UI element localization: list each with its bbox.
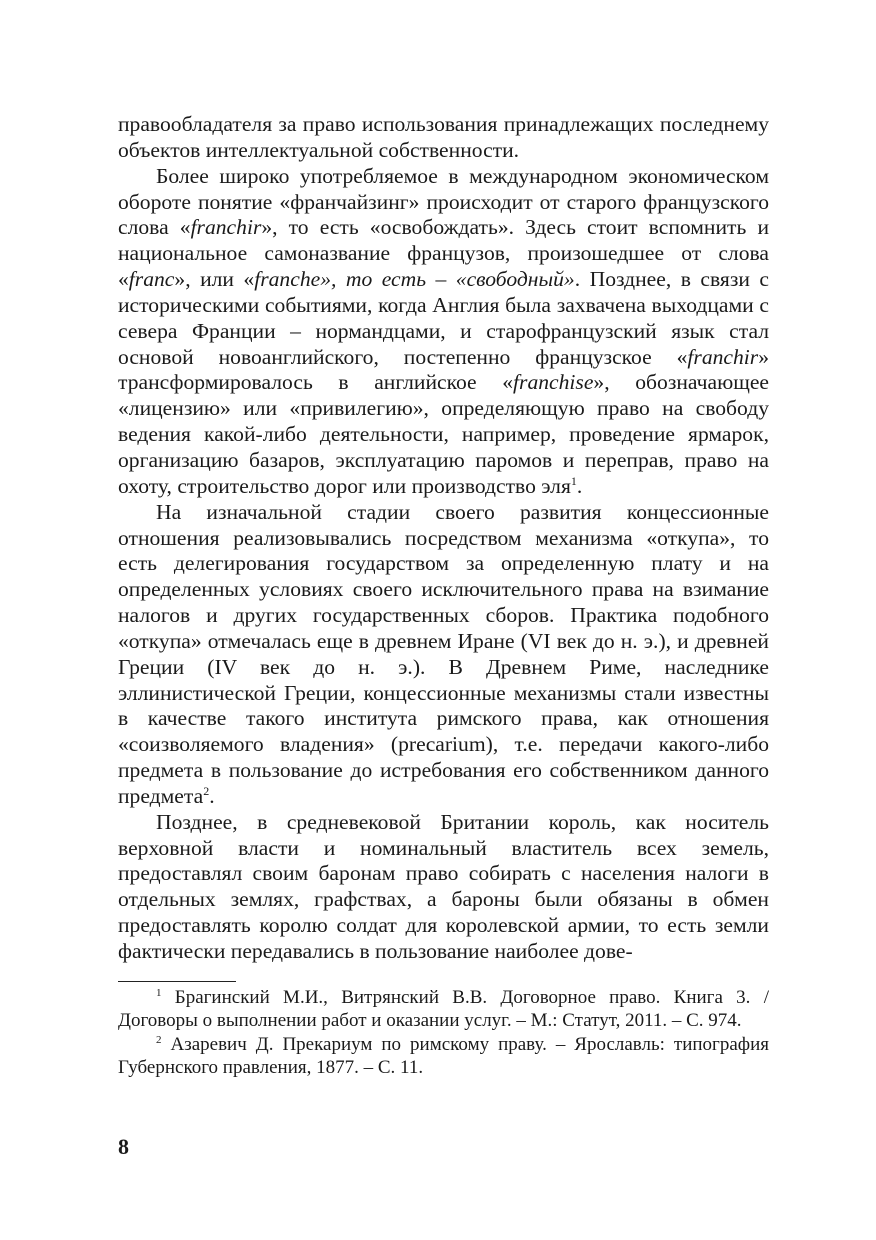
- footnote-number: 1: [156, 986, 162, 999]
- page-number: 8: [118, 1134, 129, 1159]
- p2-term-franche: franche», то есть – «свободный»: [254, 267, 575, 292]
- p2-term-franc: franc: [128, 267, 175, 292]
- p2-text-5: » трансформировалось в английское «: [118, 344, 769, 395]
- footnote-ref-1[interactable]: 1: [570, 473, 577, 488]
- paragraph-4: Позднее, в средневековой Британии король, как носитель верховной власти и номинальный властитель всех земель, предоставлял своим баронам право собирать с населения налоги в отдельных землях, графствах, а бароны были обязаны в обмен предоставлять королю солдат для королевской армии, то есть земли фактически передавались в пользование наиболее дове-: [118, 809, 769, 963]
- footnote-divider: [118, 981, 236, 982]
- p2-text-1: Более широко употребляемое в международном экономическом обороте понятие «франчайзинг» происходит от старого французского слова «: [118, 163, 769, 240]
- p2-text-2: », то есть «освобождать». Здесь стоит вспомнить и национальное самоназвание французов, произошедшее от слова «: [118, 215, 769, 292]
- footnote-ref-2[interactable]: 2: [203, 783, 210, 798]
- p3-text: На изначальной стадии своего развития концессионные отношения реализовывались посредством механизма «откупа», то есть делегирования государством за определенную плату и на определенных условиях своего исключительного права на взимание налогов и других государственных сборов. Практика подобного «откупа» отмечалась еще в древнем Иране (VI век до н. э.), и древней Греции (IV век до н. э.). В Древнем Риме, наследнике эллинистической Греции, концессионные механизмы стали известны в качестве такого института римского права, как отношения «соизволяемого владения» (precarium), т.е. передачи какого-либо предмета в пользование до истребования его собственником данного предмета: [118, 499, 769, 808]
- footnote-2: [118, 1033, 769, 1080]
- paragraph-3: [118, 500, 769, 810]
- page-content: [118, 112, 769, 1079]
- footnote-text: Брагинский М.И., Витрянский В.В. Договорное право. Книга 3. / Договоры о выполнении работ и оказании услуг. – М.: Статут, 2011. – С. 974.: [118, 986, 769, 1032]
- paragraph-1: правообладателя за право использования принадлежащих последнему объектов интеллектуальной собственности.: [118, 112, 769, 162]
- footnote-1: [118, 986, 769, 1033]
- footnotes: [118, 986, 769, 1080]
- p3-end: .: [209, 783, 215, 808]
- p2-term-franchir: franchir: [190, 215, 262, 240]
- p2-term-franchir-2: franchir: [687, 344, 759, 369]
- p2-term-franchise: franchise: [513, 370, 594, 395]
- body-text: [118, 112, 769, 965]
- p2-text-6: », обозначающее «лицензию» или «привилегию», определяющую право на свободу ведения какой-либо деятельности, например, проведение ярмарок, организацию базаров, эксплуатацию паромов и переправ, право на охоту, строительство дорог или производство эля: [118, 370, 769, 498]
- footnote-text: Азаревич Д. Прекариум по римскому праву. – Ярославль: типография Губернского правления, 1877. – С. 11.: [118, 1033, 770, 1079]
- p2-text-4: . Позднее, в связи с историческими событиями, когда Англия была захвачена выходцами с севера Франции – нормандцами, и старофранцузский язык стал основой новоанглийского, постепенно французское «: [118, 267, 769, 369]
- paragraph-2: [118, 164, 769, 500]
- p2-text-3: », или «: [174, 267, 255, 292]
- p2-text-7: .: [576, 473, 583, 498]
- footnote-number: 2: [156, 1033, 162, 1046]
